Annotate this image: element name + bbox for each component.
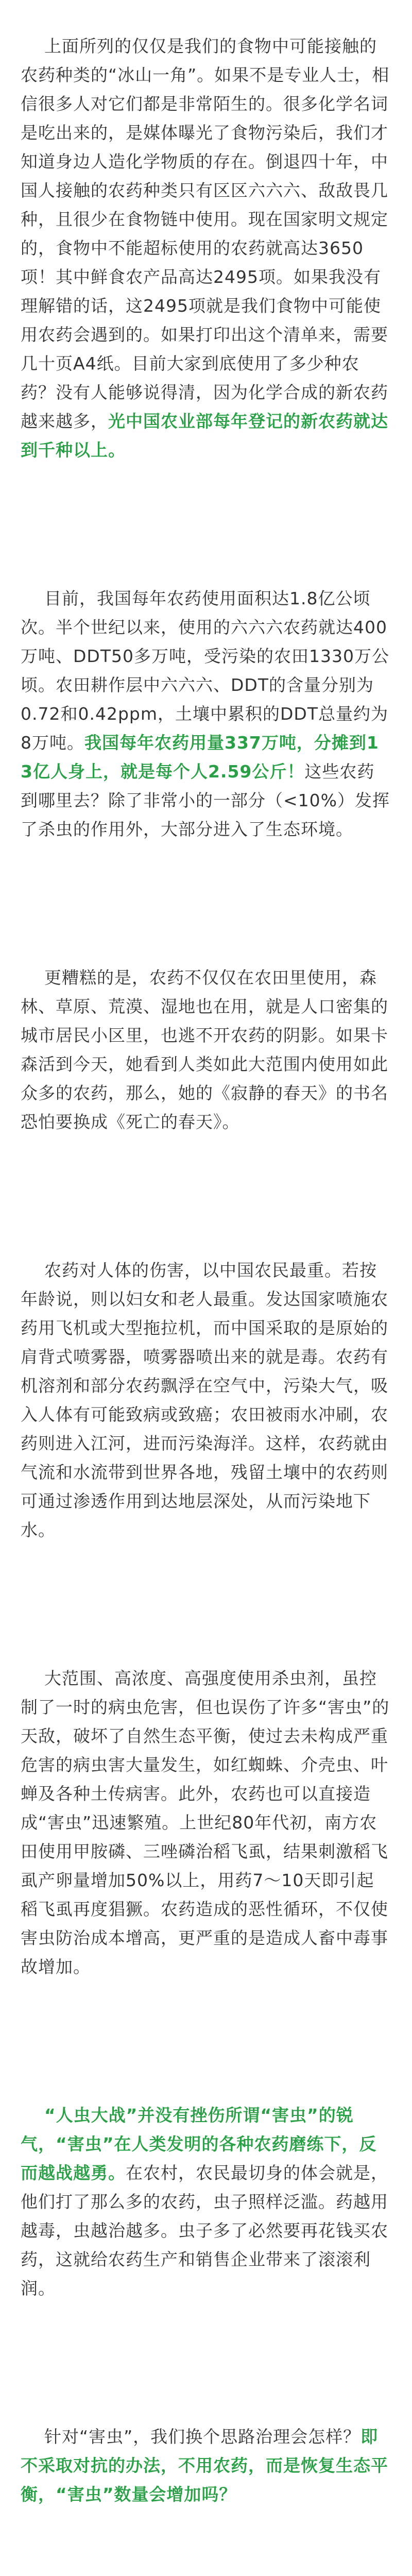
paragraph-text: 在农村，农民最切身的体会就是，他们打了那么多的农药，虫子照样泛滥。药越用越毒，虫越治越多。虫子多了必然要再花钱买农药，这就给农药生产和销售企业带来了滚滚利润。 bbox=[21, 2163, 388, 2298]
paragraph-text: 大范围、高浓度、高强度使用杀虫剂，虽控制了一时的病虫危害，但也误伤了许多“害虫”的天敌，破坏了自然生态平衡，使过去未构成严重危害的病虫害大量发生，如红蜘蛛、介壳虫、叶蝉及各种土传病害。此外，农药也可以直接造成“害虫”迅速繁殖。上世纪80年代初，南方农田使用甲胺磷、三唑磷治稻飞虱，结果刺激稻飞虱产卵量增加50%以上，用药7～10天即引起稻飞虱再度猖獗。农药造成的恶性循环，不仅使害虫防治成本增高，更严重的是造成人畜中毒事故增加。 bbox=[21, 1668, 390, 1977]
article-paragraph-3 bbox=[21, 935, 390, 1165]
paragraph-highlight: 我国每年农药用量337万吨，分摊到13亿人身上，就是每个人2.59公斤！ bbox=[21, 733, 379, 782]
article-paragraph-1 bbox=[21, 3, 390, 494]
paragraph-text: 目前，我国每年农药使用面积达1.8亿公顷次。半个世纪以来，使用的六六六农药就达400万吨、DDT50多万吨，受污染的农田1330万公顷。农田耕作层中六六六、DDT的含量分别为0.72和0.42ppm，土壤中累积的DDT总量约为8万吨。 bbox=[21, 588, 389, 753]
paragraph-text: 农药对人体的伤害，以中国农民最重。若按年龄说，则以妇女和老人最重。发达国家喷施农药用飞机或大型拖拉机，而中国采取的是原始的肩背式喷雾器，喷雾器喷出来的就是毒。农药有机溶剂和部分农药飘浮在空气中，污染大气，吸入人体有可能致病或致癌；农田被雨水冲刷，农药则进入江河，进而污染海洋。这样，农药就由气流和水流带到世界各地，残留土壤中的农药则可通过渗透作用到达地层深处，从而污染地下水。 bbox=[21, 1260, 388, 1540]
article-paragraph-4 bbox=[21, 1227, 390, 1573]
paragraph-text: 更糟糕的是，农药不仅仅在农田里使用，森林、草原、荒漠、湿地也在用，就是人口密集的城市居民小区里，也逃不开农药的阴影。如果卡森活到今天，她看到人类如此大范围内使用如此众多的农药，那么，她的《寂静的春天》的书名恐怕要换成《死亡的春天》。 bbox=[21, 968, 388, 1132]
paragraph-text: 针对“害虫”，我们换个思路治理会怎样？ bbox=[44, 2427, 361, 2447]
paragraph-highlight: “人虫大战”并没有挫伤所谓“害虫”的锐气，“害虫”在人类发明的各种农药磨练下，反而越战越勇。 bbox=[21, 2105, 377, 2183]
article-paragraph-5 bbox=[21, 1635, 390, 2010]
article-paragraph-6 bbox=[21, 2072, 390, 2332]
paragraph-highlight: 光中国农业部每年登记的新农药就达到千种以上。 bbox=[21, 411, 388, 460]
paragraph-text: 上面所列的仅仅是我们的食物中可能接触的农药种类的“冰山一角”。如果不是专业人士，相信很多人对它们都是非常陌生的。很多化学名词是吃出来的，是媒体曝光了食物污染后，我们才知道身边人造化学物质的存在。倒退四十年，中国人接触的农药种类只有区区六六六、敌敌畏几种，且很少在食物链中使用。现在国家明文规定的，食物中不能超标使用的农药就高达3650项！其中鲜食农产品高达2495项。如果我没有理解错的话，这2495项就是我们食物中可能使用农药会遇到的。如果打印出这个清单来，需要几十页A4纸。目前大家到底使用了多少种农药？没有人能够说得清，因为化学合成的新农药越来越多， bbox=[21, 36, 390, 431]
paragraph-highlight: 即不采取对抗的办法，不用农药，而是恢复生态平衡，“害虫”数量会增加吗？ bbox=[21, 2427, 388, 2504]
article-paragraph-2 bbox=[21, 555, 390, 873]
paragraph-text: 这些农药到哪里去？除了非常小的一部分（<10%）发挥了杀虫的作用外，大部分进入了生态环境。 bbox=[21, 761, 390, 839]
article-paragraph-7 bbox=[21, 2394, 390, 2538]
